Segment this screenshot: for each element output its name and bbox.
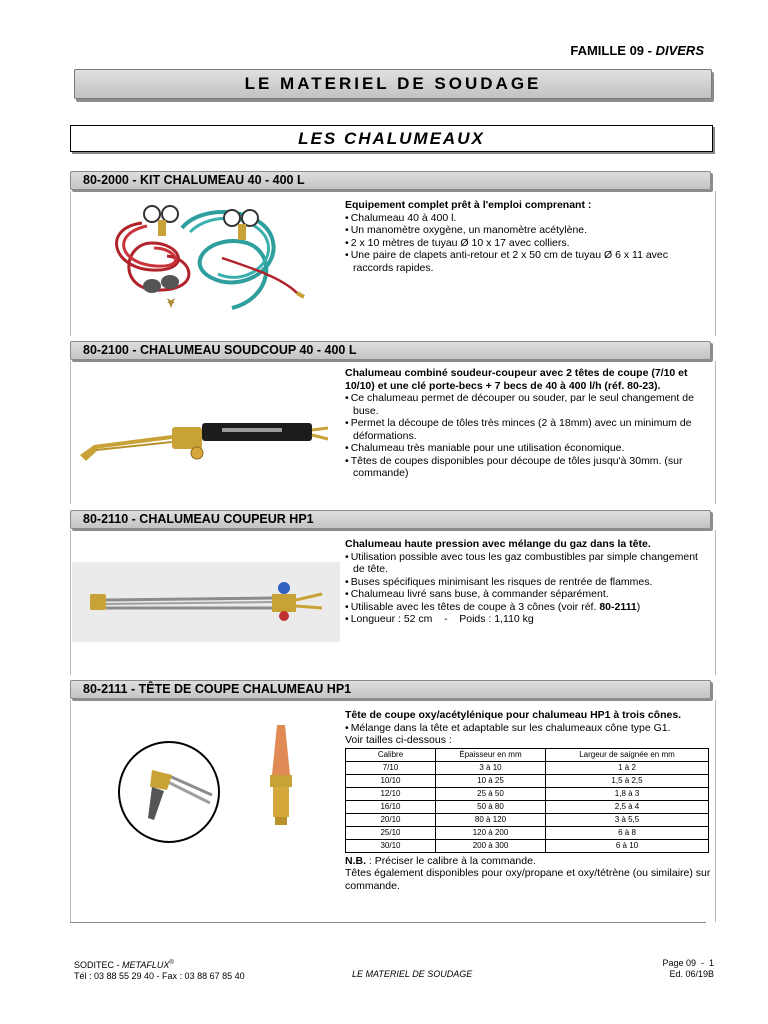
family-name: DIVERS <box>655 43 704 58</box>
list-item: • Ce chalumeau permet de découper ou souder, par le seul changement de buse. <box>345 392 711 417</box>
nb-note <box>345 855 711 868</box>
table-header-row <box>346 748 709 761</box>
header-calibre: Calibre <box>346 748 436 761</box>
soudcoup-bullets <box>345 392 711 480</box>
kit-image <box>72 198 340 328</box>
list-item: • 2 x 10 mètres de tuyau Ø 10 x 17 avec colliers. <box>345 237 711 250</box>
nb-text: : Préciser le calibre à la commande. <box>366 854 536 867</box>
table-cell: 3 à 5,5 <box>546 813 709 826</box>
section-heading-coupeur: 80-2110 - CHALUMEAU COUPEUR HP1 <box>70 510 711 529</box>
table-cell: 80 à 120 <box>436 813 546 826</box>
list-item: • Une paire de clapets anti-retour et 2 x 50 cm de tuyau Ø 6 x 11 avec raccords rapides. <box>345 249 711 274</box>
coupeur-bullets <box>345 551 711 626</box>
bottom-divider <box>70 922 706 923</box>
table-cell: 1 à 2 <box>546 761 709 774</box>
table-cell: 10/10 <box>346 774 436 787</box>
list-item: • Mélange dans la tête et adaptable sur les chalumeaux cône type G1. <box>345 722 711 735</box>
footer-right <box>662 958 714 980</box>
tete-image <box>72 715 340 845</box>
coupeur-lead: Chalumeau haute pression avec mélange du gaz dans la tête. <box>345 538 651 550</box>
list-item: • Un manomètre oxygène, un manomètre acétylène. <box>345 224 711 237</box>
list-item: • Chalumeau très maniable pour une utilisation économique. <box>345 442 711 455</box>
sizes-table <box>345 748 709 853</box>
table-cell: 25/10 <box>346 826 436 839</box>
table-cell: 50 à 80 <box>436 800 546 813</box>
ref-suffix: ) <box>636 600 641 613</box>
page-number: Page 09 - 1 <box>662 958 714 968</box>
family-prefix: FAMILLE 09 - <box>570 43 656 58</box>
nb-label: N.B. <box>345 854 366 867</box>
company-name: SODITEC - <box>74 960 123 970</box>
table-cell: 1,5 à 2,5 <box>546 774 709 787</box>
list-item: • Buses spécifiques minimisant les risques de rentrée de flammes. <box>345 576 711 589</box>
table-row <box>346 800 709 813</box>
main-title: LE MATERIEL DE SOUDAGE <box>74 69 712 99</box>
coupeur-description <box>345 538 711 626</box>
section-heading-tete: 80-2111 - TÊTE DE COUPE CHALUMEAU HP1 <box>70 680 711 699</box>
list-item: • Longueur : 52 cm - Poids : 1,110 kg <box>345 613 711 626</box>
table-row <box>346 826 709 839</box>
tete-bullets <box>345 722 711 735</box>
footer-company <box>74 958 245 971</box>
table-cell: 3 à 10 <box>436 761 546 774</box>
footer-contact: Tél : 03 88 55 29 40 - Fax : 03 88 67 85 40 <box>74 971 245 981</box>
edition: Ed. 06/19B <box>669 969 714 979</box>
table-row <box>346 813 709 826</box>
table-cell: 2,5 à 4 <box>546 800 709 813</box>
table-cell: 200 à 300 <box>436 839 546 852</box>
header-epaisseur: Épaisseur en mm <box>436 748 546 761</box>
table-cell: 1,8 à 3 <box>546 787 709 800</box>
list-item <box>345 601 711 614</box>
soudcoup-lead: Chalumeau combiné soudeur-coupeur avec 2 têtes de coupe (7/10 et 10/10) et une clé porte-becs + 7 becs de 40 à 400 l/h (réf. 80-23). <box>345 367 688 392</box>
table-cell: 20/10 <box>346 813 436 826</box>
list-item: • Permet la découpe de tôles très minces (2 à 18mm) avec un minimum de déformations. <box>345 417 711 442</box>
table-cell: 25 à 50 <box>436 787 546 800</box>
table-row <box>346 787 709 800</box>
table-cell: 6 à 8 <box>546 826 709 839</box>
header-largeur: Largeur de saignée en mm <box>546 748 709 761</box>
table-intro: Voir tailles ci-dessous : <box>345 734 452 746</box>
kit-description <box>345 199 711 274</box>
table-cell: 120 à 200 <box>436 826 546 839</box>
footer-left <box>74 958 245 982</box>
section-heading-kit: 80-2000 - KIT CHALUMEAU 40 - 400 L <box>70 171 711 190</box>
table-cell: 30/10 <box>346 839 436 852</box>
list-item: • Chalumeau 40 à 400 l. <box>345 212 711 225</box>
tete-description <box>345 709 711 892</box>
ref-link: 80-2111 <box>599 600 637 613</box>
ref-prefix: Utilisable avec les têtes de coupe à 3 cônes (voir réf. <box>350 600 600 613</box>
table-cell: 6 à 10 <box>546 839 709 852</box>
soudcoup-image <box>72 395 340 470</box>
family-label <box>570 43 704 58</box>
brand-mark: ® <box>169 960 174 966</box>
table-cell: 12/10 <box>346 787 436 800</box>
table-row <box>346 839 709 852</box>
table-cell: 7/10 <box>346 761 436 774</box>
kit-bullets <box>345 212 711 275</box>
list-item: • Utilisation possible avec tous les gaz combustibles par simple changement de tête. <box>345 551 711 576</box>
extra-note: Têtes également disponibles pour oxy/propane et oxy/tétrène (ou similaire) sur commande. <box>345 867 711 892</box>
table-cell: 16/10 <box>346 800 436 813</box>
table-row <box>346 774 709 787</box>
section-heading-soudcoup: 80-2100 - CHALUMEAU SOUDCOUP 40 - 400 L <box>70 341 711 360</box>
coupeur-image <box>72 562 340 642</box>
kit-lead: Equipement complet prêt à l'emploi comprenant : <box>345 199 592 211</box>
footer-center: LE MATERIEL DE SOUDAGE <box>352 969 473 979</box>
sub-title: LES CHALUMEAUX <box>70 125 713 152</box>
tete-lead: Tête de coupe oxy/acétylénique pour chalumeau HP1 à trois cônes. <box>345 709 682 721</box>
list-item: • Têtes de coupes disponibles pour découpe de tôles jusqu'à 30mm. (sur commande) <box>345 455 711 480</box>
brand-name: METAFLUX <box>122 960 170 970</box>
table-row <box>346 761 709 774</box>
table-cell: 10 à 25 <box>436 774 546 787</box>
list-item: • Chalumeau livré sans buse, à commander séparément. <box>345 588 711 601</box>
soudcoup-description <box>345 367 711 480</box>
